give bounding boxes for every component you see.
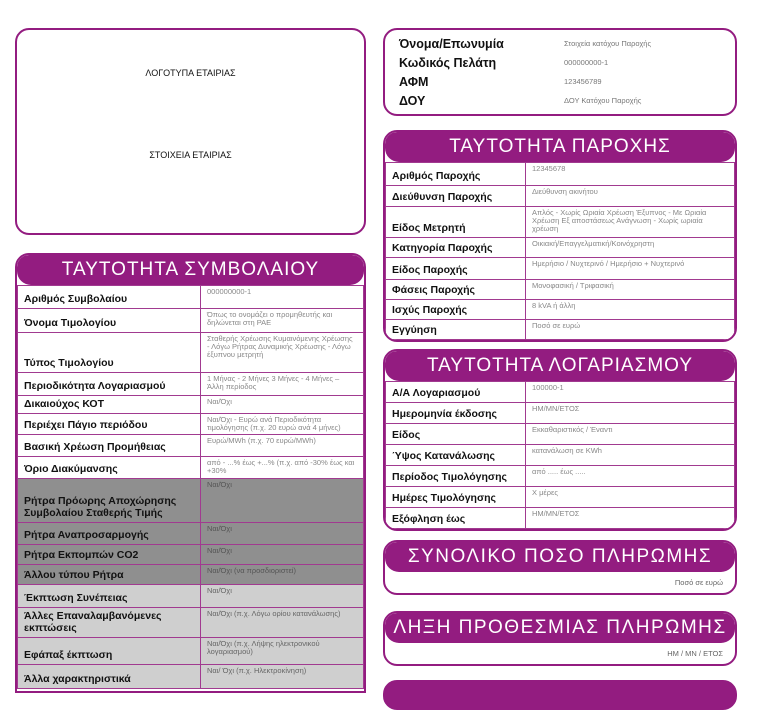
row-label: Περιοδικότητα Λογαριασμού — [18, 373, 201, 396]
account-title: ΤΑΥΤΟΤΗΤΑ ΛΟΓΑΡΙΑΣΜΟΥ — [385, 351, 735, 381]
customer-value: 123456789 — [564, 77, 602, 86]
row-label: Βασική Χρέωση Προμήθειας — [18, 435, 201, 457]
customer-label: ΑΦΜ — [399, 74, 429, 89]
customer-label: ΔΟΥ — [399, 93, 426, 108]
row-value: Χ μέρες — [526, 487, 735, 508]
row-value: Ναι/Όχι — [201, 396, 364, 414]
table-row — [18, 585, 364, 608]
row-value: ΗΜ/ΜΝ/ΕΤΟΣ — [526, 508, 735, 529]
row-value: Ναι/Όχι — [201, 479, 364, 523]
total-section — [383, 540, 737, 595]
table-row — [386, 403, 735, 424]
row-label: Τύπος Τιμολογίου — [18, 333, 201, 373]
row-label: Ρήτρα Πρόωρης Αποχώρησης Συμβολαίου Σταθερής Τιμής — [18, 479, 201, 523]
company-details-placeholder: ΣΤΟΙΧΕΙΑ ΕΤΑΙΡΙΑΣ — [149, 150, 232, 160]
row-label: Διεύθυνση Παροχής — [386, 186, 526, 207]
customer-label: Κωδικός Πελάτη — [399, 55, 497, 70]
table-row — [18, 396, 364, 414]
row-label: Δικαιούχος ΚΟΤ — [18, 396, 201, 414]
table-row — [18, 435, 364, 457]
row-label: Φάσεις Παροχής — [386, 280, 526, 300]
deadline-value: ΗΜ / ΜΝ / ΕΤΟΣ — [667, 649, 723, 658]
row-label: Κατηγορία Παροχής — [386, 238, 526, 258]
table-row — [18, 523, 364, 545]
row-value: Ναι/Όχι (π.χ. Λήψης ηλεκτρονικού λογαριασμού) — [201, 638, 364, 665]
row-label: Όριο Διακύμανσης — [18, 457, 201, 479]
row-label: Είδος Μετρητή — [386, 207, 526, 238]
table-row — [386, 207, 735, 238]
supply-title: ΤΑΥΤΟΤΗΤΑ ΠΑΡΟΧΗΣ — [385, 132, 735, 162]
customer-row — [399, 53, 721, 72]
row-label: Είδος Παροχής — [386, 258, 526, 280]
customer-value: ΔΟΥ Κατόχου Παροχής — [564, 96, 642, 105]
row-value: κατανάλωση σε KWh — [526, 445, 735, 466]
row-label: Όνομα Τιμολογίου — [18, 309, 201, 333]
row-label: Ημερομηνία έκδοσης — [386, 403, 526, 424]
total-value: Ποσό σε ευρώ — [674, 578, 723, 587]
customer-box — [383, 28, 737, 116]
table-row — [18, 608, 364, 638]
row-label: Αριθμός Παροχής — [386, 163, 526, 186]
deadline-title: ΛΗΞΗ ΠΡΟΘΕΣΜΙΑΣ ΠΛΗΡΩΜΗΣ — [385, 613, 735, 643]
table-row — [386, 280, 735, 300]
table-row — [386, 382, 735, 403]
deadline-section — [383, 611, 737, 666]
row-label: Ισχύς Παροχής — [386, 300, 526, 320]
customer-value: 000000000-1 — [564, 58, 609, 67]
row-value: από - ...% έως +...% (π.χ. από -30% έως και +30% — [201, 457, 364, 479]
row-label: Περίοδος Τιμολόγησης — [386, 466, 526, 487]
table-row — [18, 565, 364, 585]
row-value: 8 kVA ή άλλη — [526, 300, 735, 320]
table-row — [18, 479, 364, 523]
table-row — [18, 333, 364, 373]
row-value: Απλός - Χωρίς Ωριαία Χρέωση Έξυπνος - Με Ωριαία Χρέωση Εξ αποστάσεως Ανάγνωση - Χωρίς ωριαία χρέωση — [526, 207, 735, 238]
row-value: Ευρώ/MWh (π.χ. 70 ευρώ/MWh) — [201, 435, 364, 457]
row-value: 12345678 — [526, 163, 735, 186]
row-label: Έκπτωση Συνέπειας — [18, 585, 201, 608]
table-row — [18, 309, 364, 333]
row-value: Διεύθυνση ακινήτου — [526, 186, 735, 207]
table-row — [386, 300, 735, 320]
next-section-header — [383, 680, 737, 710]
customer-label: Όνομα/Επωνυμία — [399, 36, 504, 51]
row-value: Ναι/Όχι — [201, 545, 364, 565]
total-title: ΣΥΝΟΛΙΚΟ ΠΟΣΟ ΠΛΗΡΩΜΗΣ — [385, 542, 735, 572]
row-value: 1 Μήνας - 2 Μήνες 3 Μήνες - 4 Μήνες – Άλλη περίοδος — [201, 373, 364, 396]
table-row — [18, 286, 364, 309]
row-label: Άλλα χαρακτηριστικά — [18, 665, 201, 689]
row-value: Μονοφασική / Τριφασική — [526, 280, 735, 300]
row-label: Άλλου τύπου Ρήτρα — [18, 565, 201, 585]
table-row — [386, 238, 735, 258]
row-label: Είδος — [386, 424, 526, 445]
table-row — [18, 545, 364, 565]
table-row — [386, 258, 735, 280]
table-row — [386, 466, 735, 487]
table-row — [386, 163, 735, 186]
row-label: Περιέχει Πάγιο περιόδου — [18, 414, 201, 435]
row-value: Σταθερής Χρέωσης Κυμαινόμενης Χρέωσης - Λόγω Ρήτρας Δυναμικής Χρέωσης - Λόγω έξυπνου μετρητή — [201, 333, 364, 373]
row-label: Αριθμός Συμβολαίου — [18, 286, 201, 309]
table-row — [18, 638, 364, 665]
table-row — [18, 414, 364, 435]
row-value: Ναι/Όχι — [201, 523, 364, 545]
customer-row — [399, 72, 721, 91]
row-value: Ναι/Όχι (π.χ. Λόγω ορίου κατανάλωσης) — [201, 608, 364, 638]
row-value: από ..... έως ..... — [526, 466, 735, 487]
table-row — [386, 508, 735, 529]
row-label: Α/Α Λογαριασμού — [386, 382, 526, 403]
row-label: Ρήτρα Εκπομπών CO2 — [18, 545, 201, 565]
contract-section — [15, 253, 366, 693]
row-value: Ναι/Όχι — [201, 585, 364, 608]
table-row — [18, 665, 364, 689]
account-section — [383, 349, 737, 531]
company-box — [15, 28, 366, 235]
contract-title: ΤΑΥΤΟΤΗΤΑ ΣΥΜΒΟΛΑΙΟΥ — [17, 255, 364, 285]
supply-section — [383, 130, 737, 342]
row-label: Ημέρες Τιμολόγησης — [386, 487, 526, 508]
row-label: Ύψος Κατανάλωσης — [386, 445, 526, 466]
row-value: Ναι/ Όχι (π.χ. Ηλεκτροκίνηση) — [201, 665, 364, 689]
table-row — [386, 445, 735, 466]
row-label: Ρήτρα Αναπροσαρμογής — [18, 523, 201, 545]
customer-value: Στοιχεία κατόχου Παροχής — [564, 39, 652, 48]
row-label: Εξόφληση έως — [386, 508, 526, 529]
row-value: Όπως το ονομάζει ο προμηθευτής και δηλώνεται στη ΡΑΕ — [201, 309, 364, 333]
table-row — [386, 424, 735, 445]
row-value: Οικιακή/Επαγγελματική/Κοινόχρηστη — [526, 238, 735, 258]
table-row — [18, 457, 364, 479]
row-value: Ποσό σε ευρώ — [526, 320, 735, 340]
row-value: Ναι/Όχι (να προσδιοριστεί) — [201, 565, 364, 585]
row-value: Ναι/Όχι - Ευρώ ανά Περιοδικότητα τιμολόγησης (π.χ. 20 ευρώ ανά 4 μήνες) — [201, 414, 364, 435]
row-label: Εφάπαξ έκπτωση — [18, 638, 201, 665]
table-row — [386, 186, 735, 207]
table-row — [386, 487, 735, 508]
row-label: Εγγύηση — [386, 320, 526, 340]
row-label: Άλλες Επαναλαμβανόμενες εκπτώσεις — [18, 608, 201, 638]
customer-row — [399, 34, 721, 53]
row-value: ΗΜ/ΜΝ/ΕΤΟΣ — [526, 403, 735, 424]
row-value: Εκκαθαριστικός / Έναντι — [526, 424, 735, 445]
row-value: Ημερήσιο / Νυχτερινό / Ημερήσιο + Νυχτερινό — [526, 258, 735, 280]
row-value: 100000-1 — [526, 382, 735, 403]
table-row — [18, 373, 364, 396]
company-logo-placeholder: ΛΟΓΟΤΥΠΑ ΕΤΑΙΡΙΑΣ — [145, 68, 236, 78]
row-value: 000000000-1 — [201, 286, 364, 309]
table-row — [386, 320, 735, 340]
customer-row — [399, 91, 721, 110]
